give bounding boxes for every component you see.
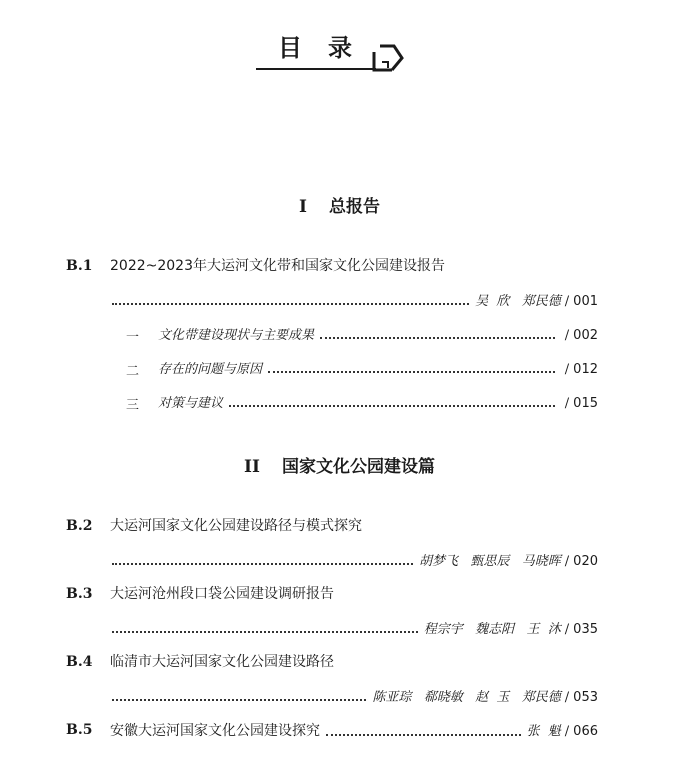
entry-authors: 吴 欣 郑民德	[475, 294, 561, 309]
entry-title: 2022~2023年大运河文化带和国家文化公园建设报告	[110, 258, 445, 274]
slash: /	[564, 294, 570, 309]
section-number: I	[299, 197, 307, 217]
page-title-char-2: 录	[328, 34, 352, 62]
subsection-entry[interactable]	[158, 358, 598, 377]
page-title-char-1: 目	[278, 34, 302, 62]
section-title: 总报告	[328, 197, 380, 217]
slash: /	[564, 328, 570, 343]
entry-code: B.3	[66, 586, 93, 602]
entry-code: B.5	[66, 722, 93, 738]
subsection-number: 三	[126, 398, 140, 413]
slash: /	[564, 622, 570, 637]
toc-entry[interactable]	[0, 652, 679, 674]
leader-dots	[326, 734, 521, 736]
slash: /	[564, 362, 570, 377]
entry-authors: 程宗宇 魏志阳 王 沐	[423, 622, 561, 637]
entry-author-line	[112, 618, 598, 637]
entry-authors: 陈亚琮 郗晓敏 赵 玉 郑民德	[372, 690, 561, 705]
subsection-page: 012	[573, 362, 598, 377]
slash: /	[564, 396, 570, 411]
title-underline	[256, 68, 376, 70]
slash: /	[564, 724, 570, 739]
entry-code: B.4	[66, 654, 93, 670]
page-title	[256, 34, 416, 74]
leader-dots	[112, 699, 366, 701]
entry-line-b5[interactable]	[110, 720, 598, 740]
entry-page: 035	[573, 622, 598, 637]
subsection-number: 二	[126, 364, 140, 379]
entry-title: 大运河国家文化公园建设路径与模式探究	[110, 518, 362, 534]
toc-entry[interactable]	[0, 256, 679, 278]
subsection-page: 002	[573, 328, 598, 343]
subsection-title: 对策与建议	[158, 396, 224, 411]
entry-authors: 张 魁	[526, 724, 561, 739]
leader-dots	[229, 405, 555, 407]
toc-entry[interactable]	[0, 516, 679, 538]
entry-authors: 胡梦飞 甄思辰 马晓晖	[418, 554, 561, 569]
section-title: 国家文化公园建设篇	[281, 457, 435, 477]
leader-dots	[112, 563, 413, 565]
section-number: II	[244, 457, 260, 477]
slash: /	[564, 690, 570, 705]
leader-dots	[268, 371, 555, 373]
entry-author-line	[112, 290, 598, 309]
entry-code: B.2	[66, 518, 93, 534]
subsection-entry[interactable]	[158, 324, 598, 343]
entry-code: B.1	[66, 258, 93, 274]
entry-author-line	[112, 550, 598, 569]
book-corner-icon	[372, 38, 408, 72]
entry-author-line	[112, 686, 598, 705]
leader-dots	[112, 303, 469, 305]
section-heading-1	[0, 196, 679, 218]
leader-dots	[320, 337, 555, 339]
toc-entry[interactable]	[0, 584, 679, 606]
entry-page: 001	[573, 294, 598, 309]
slash: /	[564, 554, 570, 569]
entry-title: 临清市大运河国家文化公园建设路径	[110, 654, 334, 670]
entry-title: 大运河沧州段口袋公园建设调研报告	[110, 586, 334, 602]
subsection-number: 一	[126, 330, 140, 345]
subsection-entry[interactable]	[158, 392, 598, 411]
entry-page: 020	[573, 554, 598, 569]
entry-page: 066	[573, 724, 598, 739]
subsection-page: 015	[573, 396, 598, 411]
entry-page: 053	[573, 690, 598, 705]
leader-dots	[112, 631, 418, 633]
subsection-title: 存在的问题与原因	[158, 362, 263, 377]
subsection-title: 文化带建设现状与主要成果	[158, 328, 315, 343]
entry-title: 安徽大运河国家文化公园建设探究	[110, 723, 320, 739]
section-heading-2	[0, 456, 679, 478]
